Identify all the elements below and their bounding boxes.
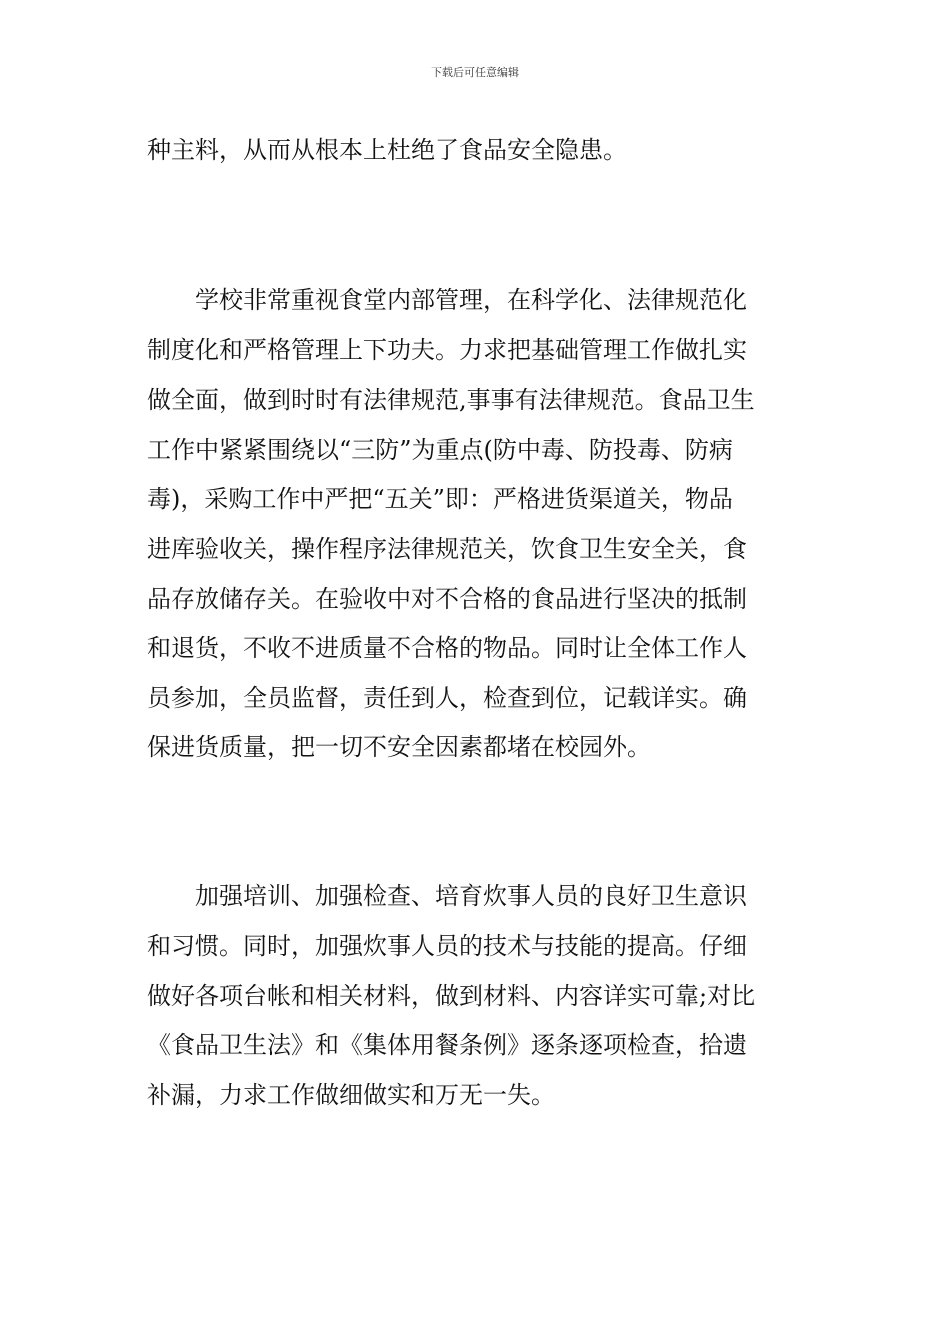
paragraph-2-line-10: 保进货质量，把一切不安全因素都堵在校园外。 bbox=[147, 733, 651, 761]
paragraph-3-line-5: 补漏，力求工作做细做实和万无一失。 bbox=[147, 1081, 555, 1109]
paragraph-3-line-4: 《食品卫生法》和《集体用餐条例》逐条逐项检查，拾遗 bbox=[147, 1031, 747, 1059]
paragraph-2-line-4: 工作中紧紧围绕以“三防”为重点(防中毒、防投毒、防病 bbox=[147, 436, 733, 464]
paragraph-3-line-1: 加强培训、加强检查、培育炊事人员的良好卫生意识 bbox=[147, 882, 747, 910]
paragraph-2-line-7: 品存放储存关。在验收中对不合格的食品进行坚决的抵制 bbox=[147, 585, 747, 613]
paragraph-1-line-1: 种主料，从而从根本上杜绝了食品安全隐患。 bbox=[147, 136, 627, 164]
paragraph-2-line-3: 做全面，做到时时有法律规范,事事有法律规范。食品卫生 bbox=[147, 386, 755, 414]
paragraph-3-line-3: 做好各项台帐和相关材料，做到材料、内容详实可靠;对比 bbox=[147, 982, 756, 1010]
paragraph-2-line-8: 和退货，不收不进质量不合格的物品。同时让全体工作人 bbox=[147, 634, 747, 662]
paragraph-2-line-5: 毒)，采购工作中严把“五关”即：严格进货渠道关，物品 bbox=[147, 485, 733, 513]
paragraph-2-line-9: 员参加，全员监督，责任到人，检查到位，记载详实。确 bbox=[147, 684, 747, 712]
paragraph-2-line-1: 学校非常重视食堂内部管理，在科学化、法律规范化 bbox=[147, 286, 747, 314]
paragraph-2-line-6: 进库验收关，操作程序法律规范关，饮食卫生安全关，食 bbox=[147, 535, 747, 563]
page-header-note: 下载后可任意编辑 bbox=[431, 66, 519, 79]
paragraph-2-line-2: 制度化和严格管理上下功夫。力求把基础管理工作做扎实 bbox=[147, 336, 747, 364]
paragraph-3-line-2: 和习惯。同时，加强炊事人员的技术与技能的提高。仔细 bbox=[147, 932, 747, 960]
